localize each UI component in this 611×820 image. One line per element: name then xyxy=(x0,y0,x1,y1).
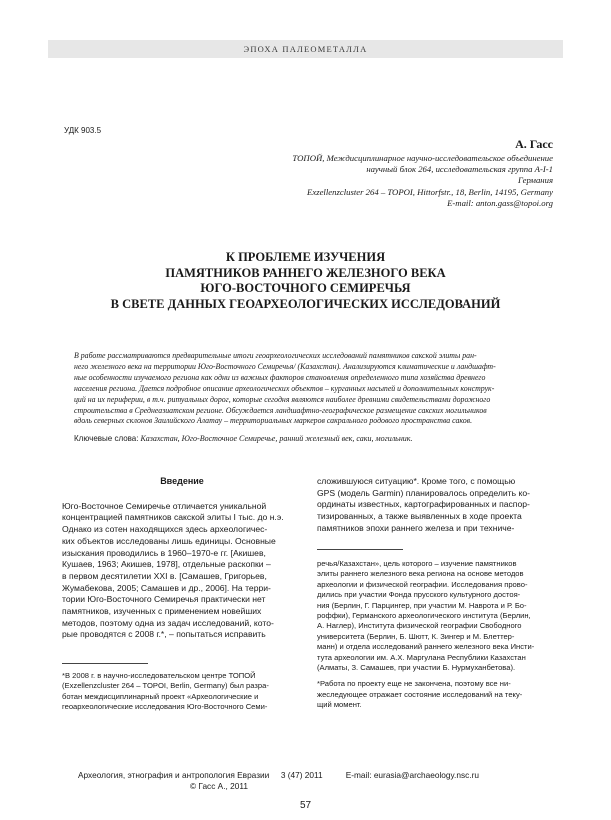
footnote-line: А. Наглер), Института физической географии Свободного xyxy=(317,621,522,631)
author-name: А. Гасс xyxy=(515,137,553,151)
body-line: Жумабекова, 2005; Самашев и др., 2006]. На терри- xyxy=(62,582,271,593)
body-line: ких объектов исследованы лишь единицы. Основные xyxy=(62,535,276,546)
body-line: концентрацией памятников сакской элиты I тыс. до н.э. xyxy=(62,512,284,523)
footnote-line: речья/Казахстан», цель которого – изучение памятников xyxy=(317,559,517,568)
body-line: изыскания проводились в 1960–1970-е гг. [Акишев, xyxy=(62,547,266,558)
footnote-line: тута археологии им. А.Х. Маргулана Республики Казахстан xyxy=(317,652,526,662)
body-line: Однако из сотен находящихся здесь археологичес- xyxy=(62,524,268,535)
footnote-line: элиты раннего железного века региона на основе методов xyxy=(317,569,524,579)
footnote-line: (Exzellenzcluster 264 – TOPOI, Berlin, Germany) был разра- xyxy=(62,681,269,691)
body-line: GPS (модель Garmin) планировалось определить ко- xyxy=(317,487,530,498)
footer-copyright: © Гасс А., 2011 xyxy=(190,781,248,791)
body-line: рые проводятся с 2008 г.*, – попытаться исправить xyxy=(62,629,266,640)
page-footer xyxy=(78,770,548,792)
abstract-line: вдоль северных склонов Заилийского Алатау – территориальных маркеров сакрального родового пространства саков. xyxy=(74,416,473,426)
footnote-line: университета (Берлин, Б. Шютт, К. Зингер и М. Блеттер- xyxy=(317,631,515,641)
body-line: памятников эпохи раннего железа и при техниче- xyxy=(317,522,515,533)
abstract-line: него железного века на территории Юго-Восточного Семиречья/ (Казахстан). Анализируются климатические и ландшафт- xyxy=(74,361,496,371)
body-line: Юго-Восточное Семиречье отличается уникальной xyxy=(62,500,267,511)
footnote-line: манн) и отдела исследований раннего железного века Инсти- xyxy=(317,642,535,652)
footnote-line: (Алматы, З. Самашев, при участии Б. Нурмуханбетова). xyxy=(317,663,516,673)
footnote-line: археологии и физической географии. Исследования прово- xyxy=(317,579,528,589)
footnote-line: дились при участии Фонда прусского культурного достоя- xyxy=(317,590,521,600)
body-line: тизированных, а также выявленных в ходе проекта xyxy=(317,511,522,522)
left-column xyxy=(62,476,302,641)
right-footnote xyxy=(317,559,555,711)
affiliation-line: Германия xyxy=(517,175,553,186)
footnote-line: геоархеологические исследования Юго-Восточного Семи- xyxy=(62,702,268,712)
body-line: в первом десятилетии XXI в. [Самашев, Григорьев, xyxy=(62,570,267,581)
author-affiliation xyxy=(193,153,553,209)
abstract-line: В работе рассматриваются предварительные итоги геоархеологических исследований памятников сакской элиты ран- xyxy=(74,351,477,360)
footer-journal-row xyxy=(78,770,548,781)
title-line: В СВЕТЕ ДАННЫХ ГЕОАРХЕОЛОГИЧЕСКИХ ИССЛЕДОВАНИЙ xyxy=(110,296,501,311)
footnote-line: жеследующее отражает состояние исследований на теку- xyxy=(317,689,523,699)
affiliation-line: научный блок 264, исследовательская группа A-I-1 xyxy=(366,164,553,175)
footnote-line: ботан междисциплинарный проект «Археологические и xyxy=(62,691,259,701)
body-line: тории Юго-Восточного Семиречья практически нет xyxy=(62,594,266,605)
affiliation-line: Exzellenzcluster 264 – TOPOI, Hittorfstr., 18, Berlin, 14195, Germany xyxy=(307,186,553,197)
footnote-line: *В 2008 г. в научно-исследовательском центре ТОПОЙ xyxy=(62,671,256,680)
right-column xyxy=(317,476,555,535)
affiliation-line: ТОПОЙ, Междисциплинарное научно-исследовательское объединение xyxy=(292,153,553,163)
udk-code: УДК 903.5 xyxy=(64,126,102,135)
section-header-band xyxy=(48,40,563,58)
title-line: ПАМЯТНИКОВ РАННЕГО ЖЕЛЕЗНОГО ВЕКА xyxy=(165,265,446,280)
body-line: Кушаев, 1963; Акишев, 1978], отдельные раскопки – xyxy=(62,559,271,570)
body-line: ординаты известных, картографированных и паспор- xyxy=(317,499,530,510)
page-number: 57 xyxy=(299,800,312,811)
abstract-line: населения региона. Дается подробное описание археологических объектов – курганных насыпей и дополнительных конструк- xyxy=(74,383,495,393)
keywords-text: Казахстан, Юго-Восточное Семиречье, ранний железный век, саки, могильник. xyxy=(140,434,413,443)
footnote-divider xyxy=(62,663,148,664)
title-line: К ПРОБЛЕМЕ ИЗУЧЕНИЯ xyxy=(225,250,386,264)
abstract-line: ные особенности изучаемого региона как одни из важных факторов становления определенного типа хозяйства древнего xyxy=(74,372,486,382)
body-line: памятников, изученных с применением новейших xyxy=(62,606,262,617)
left-footnote xyxy=(62,671,302,713)
abstract-line: ций на их периферии, в т.ч. ритуальных дорог, которые сегодня являются наиболее древними свидетельствами дорожного xyxy=(74,394,491,404)
section-heading-introduction: Введение xyxy=(160,476,204,486)
footer-issue: 3 (47) 2011 xyxy=(280,770,323,780)
keywords xyxy=(74,434,413,443)
abstract-line: строительства в Среднеазиатском регионе. Обсуждается ландшафтно-географическое размещение сакских могильников xyxy=(74,405,487,415)
footnote-line: *Работа по проекту еще не закончена, поэтому все ни- xyxy=(317,679,511,689)
footnote-line: ния (Берлин, Г. Парцингер, при участии М. Наврота и Р. Бо- xyxy=(317,600,527,610)
section-header-text: ЭПОХА ПАЛЕОМЕТАЛЛА xyxy=(243,44,368,54)
keywords-label: Ключевые слова: xyxy=(74,434,139,443)
title-line: ЮГО-ВОСТОЧНОГО СЕМИРЕЧЬЯ xyxy=(200,281,411,295)
footnote-divider xyxy=(317,549,403,550)
footnote-line: щий момент. xyxy=(317,700,362,710)
footnote-line: роффки), Германского археологического института (Берлин, xyxy=(317,611,531,621)
footer-journal: Археология, этнография и антропология Евразии xyxy=(78,770,270,780)
body-line: методов, поэтому одна из задач исследований, кото- xyxy=(62,617,274,628)
article-title xyxy=(40,250,571,312)
author-email: E-mail: anton.gass@topoi.org xyxy=(447,197,553,208)
footer-email: E-mail: eurasia@archaeology.nsc.ru xyxy=(345,770,479,780)
body-line: сложившуюся ситуацию*. Кроме того, с помощью xyxy=(317,476,516,486)
abstract xyxy=(74,351,548,427)
